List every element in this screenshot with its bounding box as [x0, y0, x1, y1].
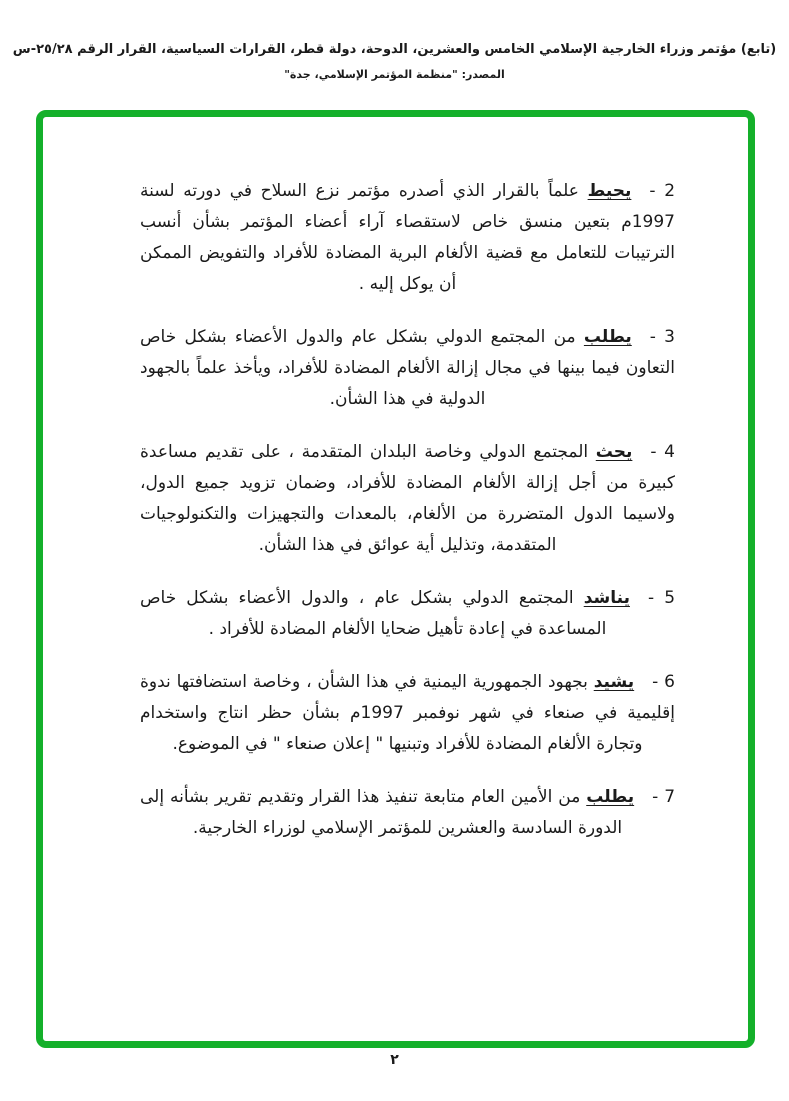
paragraph-number: 4 - — [650, 442, 675, 462]
paragraph-body-text: بجهود الجمهورية اليمنية في هذا الشأن ، وخاصة استضافتها ندوة إقليمية في صنعاء في شهر نوفمبر 1997م بشأن حظر انتاج واستخدام وتجارة الألغام المضادة للأفراد وتبنيها " إعلان صنعاء " في الموضوع. — [140, 672, 675, 754]
paragraph-body-text: المجتمع الدولي بشكل عام ، والدول الأعضاء بشكل خاص المساعدة في إعادة تأهيل ضحايا الألغام المضادة للأفراد . — [140, 588, 607, 639]
resolution-paragraph — [140, 782, 675, 844]
resolution-paragraph — [140, 667, 675, 760]
paragraph-lead-word: يحث — [595, 442, 633, 462]
resolution-paragraph — [140, 176, 675, 300]
paragraph-lead-word: يشيد — [593, 672, 635, 692]
document-header — [0, 42, 789, 81]
paragraph-number: 6 - — [652, 672, 675, 692]
green-border-frame — [36, 110, 755, 1048]
source-caption: المصدر: "منظمة المؤتمر الإسلامي، جدة" — [284, 68, 505, 81]
header-title: (تابع) مؤتمر وزراء الخارجية الإسلامي الخامس والعشرين، الدوحة، دولة قطر، القرارات السياسية، القرار الرقم ٢٥/٢٨-س — [12, 42, 777, 57]
paragraph-body-text: المجتمع الدولي وخاصة البلدان المتقدمة ، على تقديم مساعدة كبيرة من أجل إزالة الألغام المضادة للأفراد، وضمان تزويد جميع الدول، ولاسيما الدول المتضررة من الألغام، بالمعدات والتجهيزات والتكنولوجيات المتقدمة، وتذليل أية عوائق في هذا الشأن. — [140, 442, 675, 555]
paragraph-number: 3 - — [649, 327, 675, 347]
resolution-paragraph — [140, 583, 675, 645]
paragraph-lead-word: يطلب — [583, 327, 632, 347]
paragraph-body-text: علماً بالقرار الذي أصدره مؤتمر نزع السلاح في دورته لسنة 1997م بتعين منسق خاص لاستقصاء آراء أعضاء المؤتمر بشأن أنسب الترتيبات للتعامل مع قضية الألغام البرية المضادة للأفراد والتفويض الممكن أن يوكل إليه . — [140, 181, 675, 294]
page-number: ٢ — [390, 1052, 399, 1068]
paragraph-lead-word: يطلب — [586, 787, 635, 807]
paragraph-body-text: من الأمين العام متابعة تنفيذ هذا القرار وتقديم تقرير بشأنه إلى الدورة السادسة والعشرين للمؤتمر الإسلامي لوزراء الخارجية. — [140, 787, 623, 838]
paragraph-number: 2 - — [649, 181, 676, 201]
resolution-paragraph — [140, 437, 675, 561]
paragraph-lead-word: يناشد — [583, 588, 630, 608]
paragraph-lead-word: يحيط — [587, 181, 632, 201]
paragraph-number: 7 - — [652, 787, 676, 807]
resolution-paragraph — [140, 322, 675, 415]
paragraph-body-text: من المجتمع الدولي بشكل عام والدول الأعضاء بشكل خاص التعاون فيما بينها في مجال إزالة الألغام المضادة للأفراد، ويأخذ علماً بالجهود الدولية في هذا الشأن. — [140, 327, 675, 409]
paragraph-number: 5 - — [647, 588, 676, 608]
resolution-paragraph-list — [140, 176, 675, 866]
